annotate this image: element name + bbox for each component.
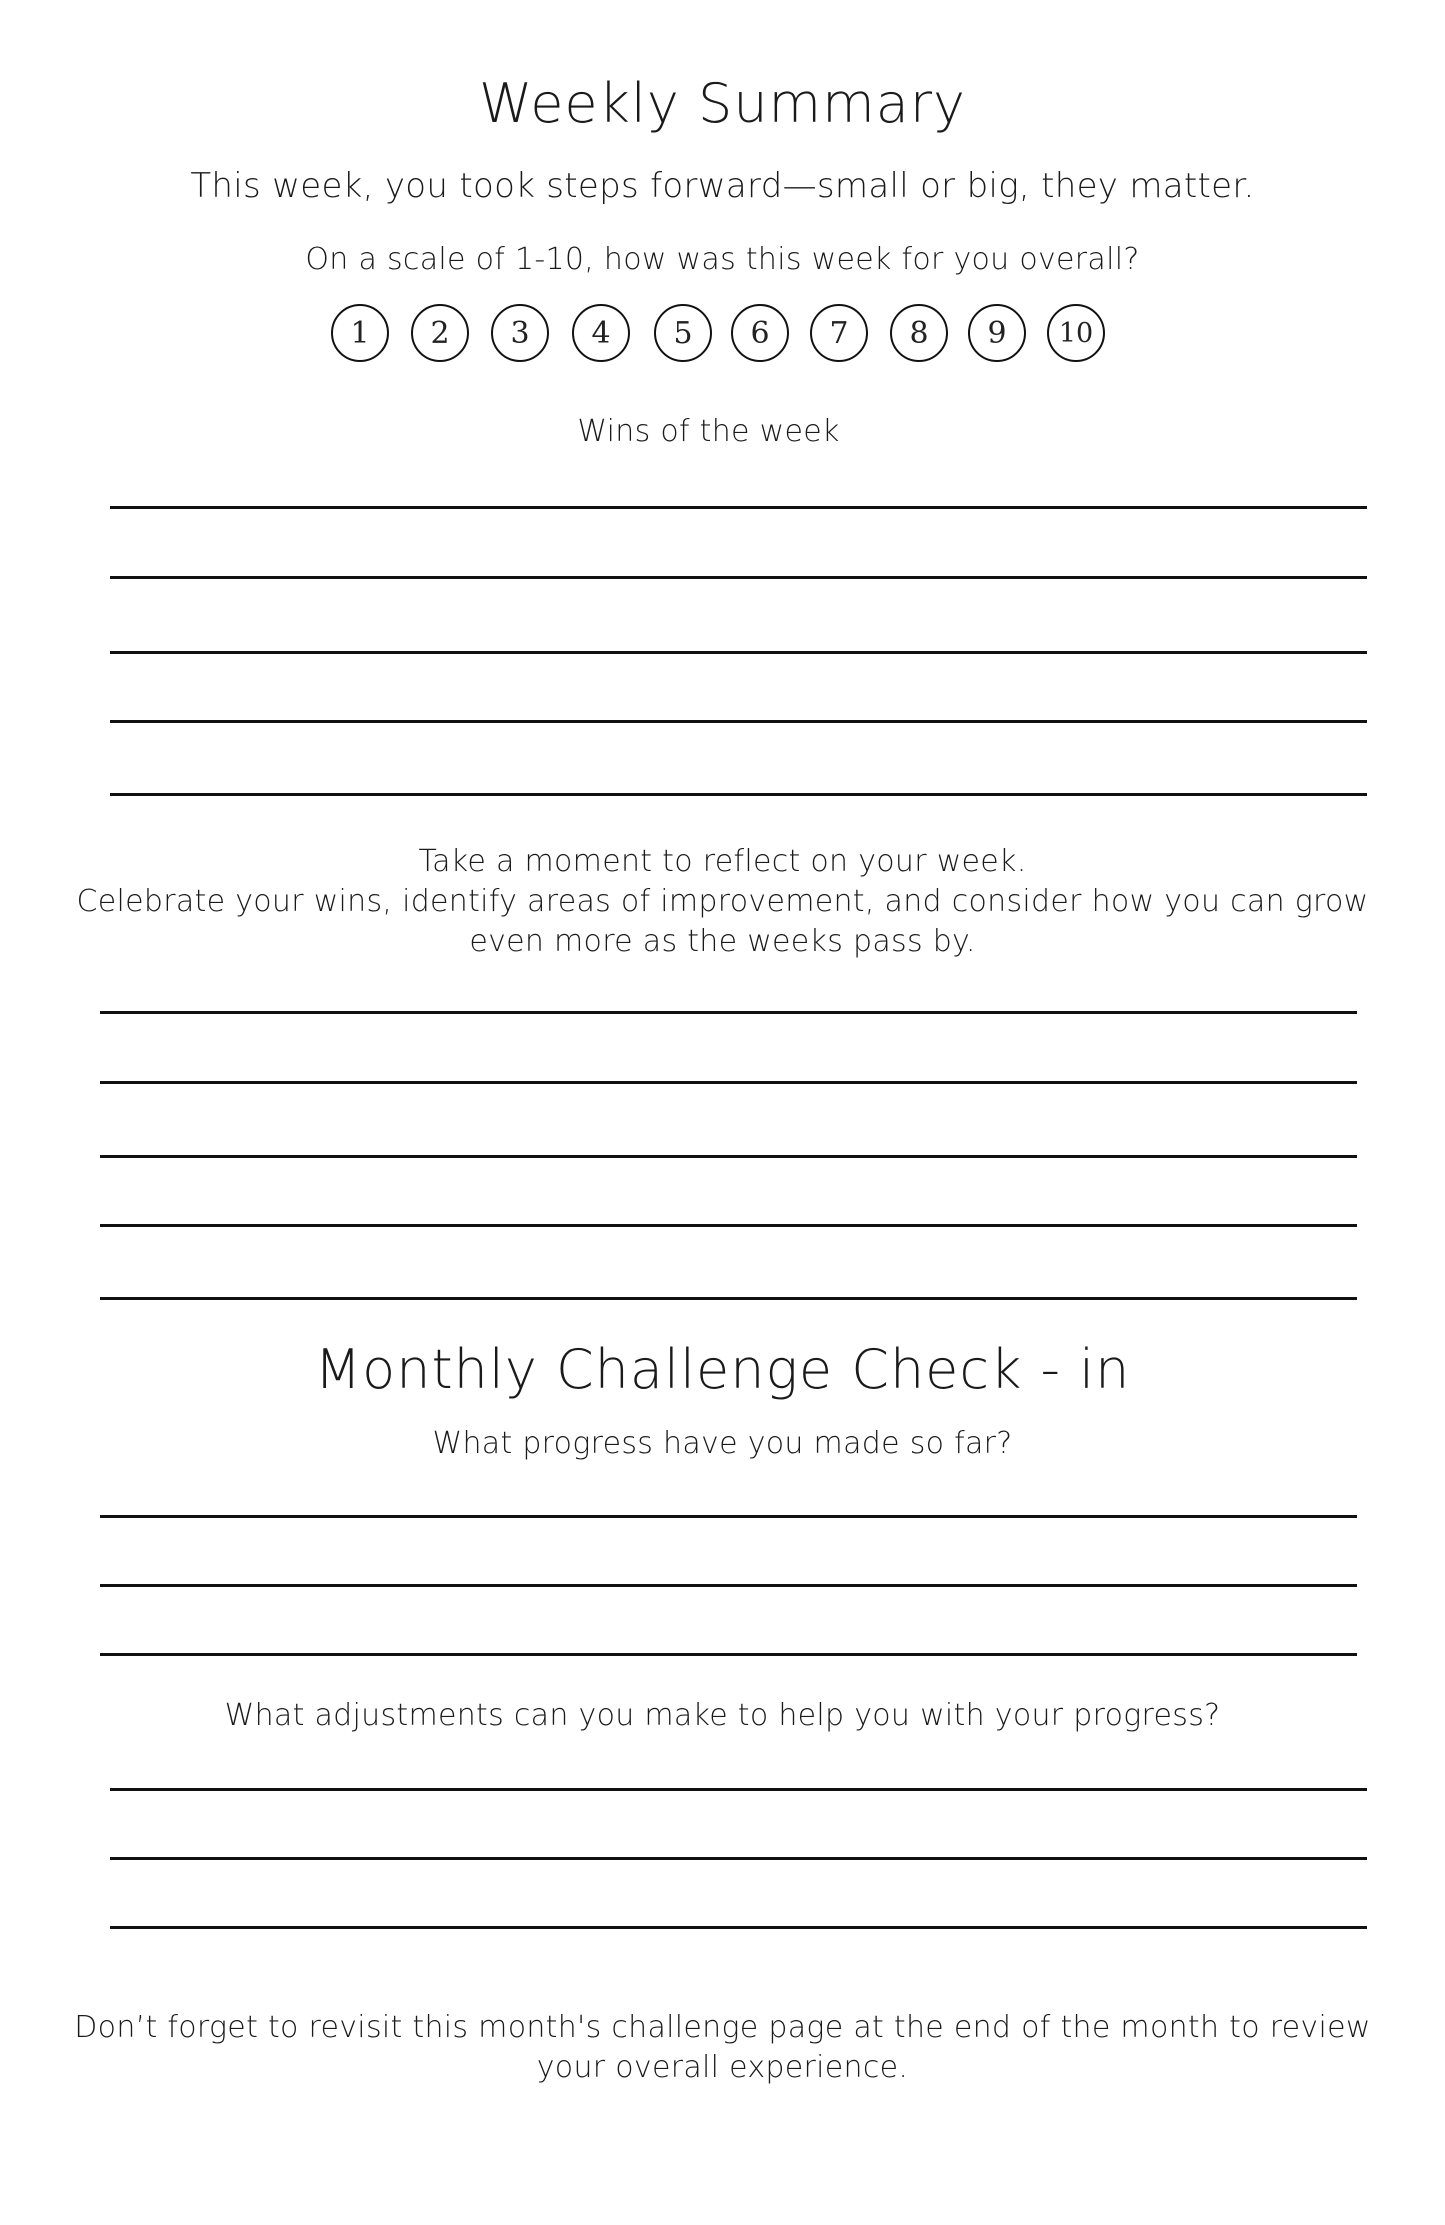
wins-writing-line[interactable] — [110, 576, 1367, 579]
rating-option[interactable]: 2 — [411, 304, 469, 362]
footer-note — [0, 2008, 1445, 2088]
reflection-line: Celebrate your wins, identify areas of improvement, and consider how you can grow — [76, 884, 1369, 919]
rating-option[interactable]: 1 — [331, 304, 389, 362]
adjustments-writing-line[interactable] — [110, 1788, 1367, 1791]
reflection-line: Take a moment to reflect on your week. — [418, 844, 1027, 879]
monthly-title: Monthly Challenge Check - in — [314, 1338, 1131, 1401]
rating-option[interactable]: 9 — [968, 304, 1026, 362]
progress-writing-line[interactable] — [100, 1653, 1357, 1656]
progress-question: What progress have you made so far? — [432, 1426, 1013, 1461]
page-title: Weekly Summary — [478, 72, 967, 135]
progress-writing-line[interactable] — [100, 1584, 1357, 1587]
reflection-line: even more as the weeks pass by. — [469, 924, 976, 959]
rating-option[interactable]: 4 — [572, 304, 630, 362]
reflection-writing-line[interactable] — [100, 1081, 1357, 1084]
footer-line: Don’t forget to revisit this month's challenge page at the end of the month to review — [74, 2010, 1371, 2045]
reflection-writing-line[interactable] — [100, 1155, 1357, 1158]
wins-writing-line[interactable] — [110, 506, 1367, 509]
rating-option[interactable]: 6 — [731, 304, 789, 362]
rating-scale — [331, 304, 1111, 366]
wins-writing-line[interactable] — [110, 720, 1367, 723]
rating-option[interactable]: 5 — [654, 304, 712, 362]
rating-option[interactable]: 8 — [890, 304, 948, 362]
rating-option[interactable]: 3 — [491, 304, 549, 362]
reflection-writing-line[interactable] — [100, 1011, 1357, 1014]
reflection-writing-line[interactable] — [100, 1297, 1357, 1300]
wins-label: Wins of the week — [577, 414, 840, 449]
rating-question: On a scale of 1-10, how was this week for you overall? — [305, 242, 1140, 277]
progress-writing-line[interactable] — [100, 1515, 1357, 1518]
adjustments-writing-line[interactable] — [110, 1926, 1367, 1929]
wins-writing-line[interactable] — [110, 651, 1367, 654]
wins-writing-line[interactable] — [110, 793, 1367, 796]
reflection-prompt — [0, 842, 1445, 962]
rating-option[interactable]: 10 — [1047, 304, 1105, 362]
adjustments-writing-line[interactable] — [110, 1857, 1367, 1860]
page-subtitle: This week, you took steps forward—small or big, they matter. — [190, 166, 1255, 206]
footer-line: your overall experience. — [536, 2050, 909, 2085]
rating-option[interactable]: 7 — [810, 304, 868, 362]
reflection-writing-line[interactable] — [100, 1224, 1357, 1227]
adjustments-question: What adjustments can you make to help you with your progress? — [224, 1698, 1221, 1733]
